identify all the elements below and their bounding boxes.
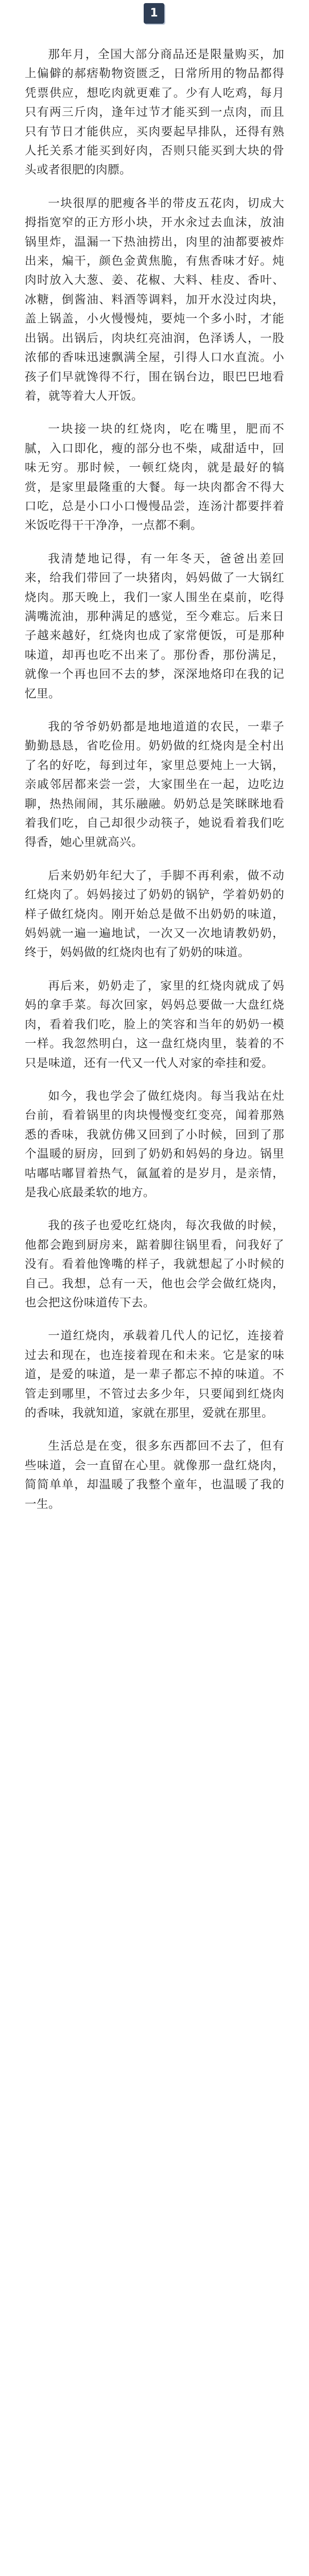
article-paragraph: 那年月，全国大部分商品还是限量购买，加上偏僻的郝痞勒物资匮乏，日常所用的物品都得凭票供应，想吃肉就更难了。少有人吃鸡，每月只有两三斤肉，逢年过节才能买到一点肉，而且只有节日才能供应，买肉要起早排队，还得有熟人托关系才能买到好肉，否则只能买到大块的骨头或者很肥的肉膘。 (25, 48, 284, 177)
section-header (0, 3, 309, 27)
article-paragraph: 一道红烧肉，承载着几代人的记忆，连接着过去和现在，也连接着现在和未来。它是家的味道，是爱的味道，是一辈子都忘不掉的味道。不管走到哪里，不管过去多少年，只要闻到红烧肉的香味，我就知道，家就在那里，爱就在那里。 (25, 1329, 284, 1420)
section-number-badge (144, 3, 164, 24)
article-paragraph: 一块很厚的肥瘦各半的带皮五花肉，切成大拇指宽窄的正方形小块，开水汆过去血沫，放油锅里炸，温漏一下热油捞出，肉里的油都要被炸出来，煸干，颜色金黄焦脆，有焦香味才好。炖肉时放入大葱、姜、花椒、大料、桂皮、香叶、冰糖，倒酱油、料酒等调料，加开水没过肉块，盖上锅盖，小火慢慢炖，要炖一个多小时，才能出锅。出锅后，肉块红亮油润，色泽诱人，一股浓郁的香味迅速飘满全屋，引得人口水直流。小孩子们早就馋得不行，围在锅台边，眼巴巴地看着，就等着大人开饭。 (25, 196, 284, 403)
article-paragraph: 生活总是在变，很多东西都回不去了，但有些味道，会一直留在心里。就像那一盘红烧肉，简简单单，却温暖了我整个童年，也温暖了我的一生。 (25, 1439, 284, 1511)
article-paragraph: 我的孩子也爱吃红烧肉，每次我做的时候，他都会跑到厨房来，踮着脚往锅里看，问我好了没有。看着他馋嘴的样子，我就想起了小时候的自己。我想，总有一天，他也会学会做红烧肉，也会把这份味道传下去。 (25, 1219, 284, 1310)
article-body (25, 45, 284, 1514)
article-paragraph: 再后来，奶奶走了，家里的红烧肉就成了妈妈的拿手菜。每次回家，妈妈总要做一大盘红烧肉，看着我们吃，脸上的笑容和当年的奶奶一模一样。我忽然明白，这一盘红烧肉里，装着的不只是味道，还有一代又一代人对家的牵挂和爱。 (25, 979, 284, 1070)
section-number: 1 (150, 7, 158, 20)
article-paragraph: 我清楚地记得，有一年冬天，爸爸出差回来，给我们带回了一块猪肉，妈妈做了一大锅红烧肉。那天晚上，我们一家人围坐在桌前，吃得满嘴流油，那种满足的感觉，至今难忘。后来日子越来越好，红烧肉也成了家常便饭，可是那种味道，却再也吃不出来了。那份香，那份满足，就像一个再也回不去的梦，深深地烙印在我的记忆里。 (25, 552, 284, 701)
article-paragraph: 后来奶奶年纪大了，手脚不再利索，做不动红烧肉了。妈妈接过了奶奶的锅铲，学着奶奶的样子做红烧肉。刚开始总是做不出奶奶的味道，妈妈就一遍一遍地试，一次又一次地请教奶奶，终于，妈妈做的红烧肉也有了奶奶的味道。 (25, 869, 284, 960)
article-paragraph: 如今，我也学会了做红烧肉。每当我站在灶台前，看着锅里的肉块慢慢变红变亮，闻着那熟悉的香味，我就仿佛又回到了小时候，回到了那个温暖的厨房，回到了奶奶和妈妈的身边。锅里咕嘟咕嘟冒着热气，氤氲着的是岁月，是亲情，是我心底最柔软的地方。 (25, 1089, 284, 1199)
article-paragraph: 我的爷爷奶奶都是地地道道的农民，一辈子勤勤恳恳，省吃俭用。奶奶做的红烧肉是全村出了名的好吃，每到过年，家里总要炖上一大锅，亲戚邻居都来尝一尝，大家围坐在一起，边吃边聊，热热闹闹，其乐融融。奶奶总是笑眯眯地看着我们吃，自己却很少动筷子，她说看着我们吃得香，她心里就高兴。 (25, 720, 284, 850)
article-paragraph: 一块接一块的红烧肉，吃在嘴里，肥而不腻，入口即化，瘦的部分也不柴，咸甜适中，回味无穷。那时候，一顿红烧肉，就是最好的犒赏，是家里最隆重的大餐。每一块肉都舍不得大口吃，总是小口小口慢慢品尝，连汤汁都要拌着米饭吃得干干净净，一点都不剩。 (25, 422, 284, 533)
